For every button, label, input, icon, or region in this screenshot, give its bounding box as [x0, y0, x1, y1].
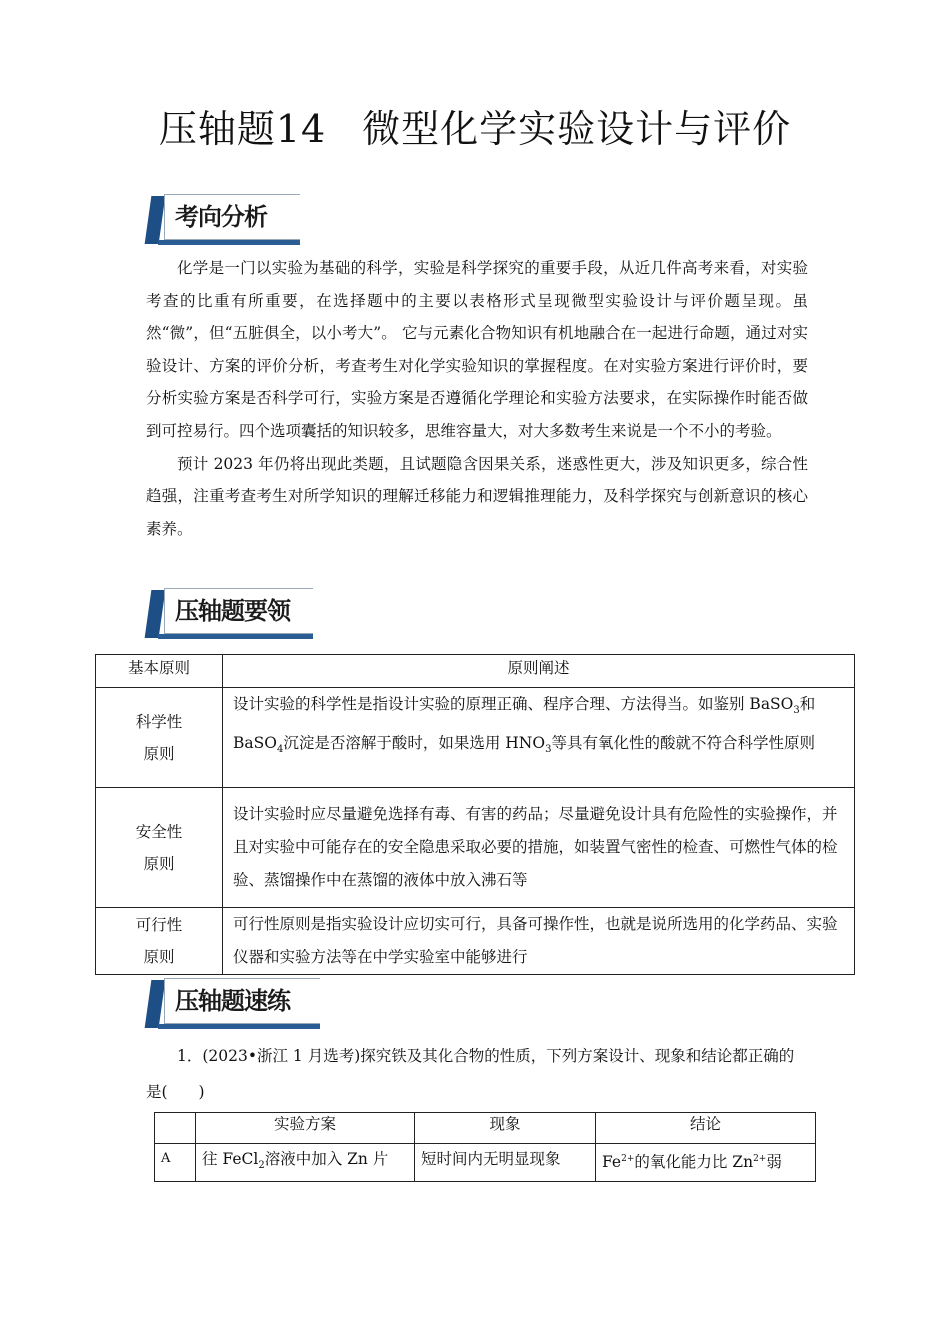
phenomenon-cell: 短时间内无明显现象: [415, 1144, 596, 1182]
section-banner-practice: [148, 978, 320, 1030]
plan-cell: 往 FeCl$_2$溶液中加入 Zn 片: [196, 1144, 415, 1182]
conclusion-cell: $Fe^{2+}$的氧化能力比 $Zn^{2+}$弱: [596, 1144, 816, 1182]
principle-description: 可行性原则是指实验设计应切实可行，具备可操作性，也就是说所选用的化学药品、实验仪器和实验方法等在中学实验室中能够进行: [223, 908, 855, 975]
section-banner-analysis: [148, 194, 300, 246]
section-banner-essentials: [148, 588, 313, 640]
principle-name: 可行性 原则: [96, 908, 223, 975]
table-row: [96, 908, 855, 975]
banner-label: 压轴题要领: [164, 588, 313, 634]
principle-name: 科学性 原则: [96, 688, 223, 788]
question-text: 1．(2023•浙江 1 月选考)探究铁及其化合物的性质，下列方案设计、现象和结论都正确的是( ): [146, 1047, 795, 1101]
banner-label: 考向分析: [164, 194, 300, 240]
question-table: [154, 1112, 816, 1182]
table-header-row: [155, 1113, 816, 1144]
analysis-text: [146, 252, 808, 545]
principle-description: 设计实验的科学性是指设计实验的原理正确、程序合理、方法得当。如鉴别 BaSO$_3$和 BaSO$_4$沉淀是否溶解于酸时，如果选用 $HNO_3$等具有氧化性的酸就不符合科学性原则: [223, 688, 855, 788]
paragraph: 预计 2023 年仍将出现此类题，且试题隐含因果关系，迷惑性更大，涉及知识更多，综合性趋强，注重考查考生对所学知识的理解迁移能力和逻辑推理能力，及科学探究与创新意识的核心素养。: [146, 454, 808, 538]
header-cell: 现象: [415, 1113, 596, 1144]
header-cell: 原则阐述: [223, 655, 855, 688]
table-row: [155, 1144, 816, 1182]
principle-name: 安全性 原则: [96, 788, 223, 908]
paragraph: 化学是一门以实验为基础的科学，实验是科学探究的重要手段，从近几件高考来看，对实验考查的比重有所重要，在选择题中的主要以表格形式呈现微型实验设计与评价题呈现。虽然“微”，但“五脏俱全，以小考大”。 它与元素化合物知识有机地融合在一起进行命题，通过对实验设计、方案的评价分析，考查考生对化学实验知识的掌握程度。在对实验方案进行评价时，要分析实验方案是否科学可行，实验方案是否遵循化学理论和实验方法要求，在实际操作时能否做到可控易行。四个选项囊括的知识较多，思维容量大，对大多数考生来说是一个不小的考验。: [146, 259, 808, 440]
banner-label: 压轴题速练: [164, 978, 320, 1024]
header-cell: 实验方案: [196, 1113, 415, 1144]
table-row: [96, 788, 855, 908]
table-header-row: [96, 655, 855, 688]
table-row: [96, 688, 855, 788]
principles-table: [95, 654, 855, 975]
principle-description: 设计实验时应尽量避免选择有毒、有害的药品；尽量避免设计具有危险性的实验操作，并且对实验中可能存在的安全隐患采取必要的措施，如装置气密性的检查、可燃性气体的检验、蒸馏操作中在蒸馏的液体中放入沸石等: [223, 788, 855, 908]
header-cell: 基本原则: [96, 655, 223, 688]
page-title: 压轴题14 微型化学实验设计与评价: [158, 107, 792, 151]
header-cell: 结论: [596, 1113, 816, 1144]
option-label: A: [155, 1144, 196, 1182]
header-cell: [155, 1113, 196, 1144]
